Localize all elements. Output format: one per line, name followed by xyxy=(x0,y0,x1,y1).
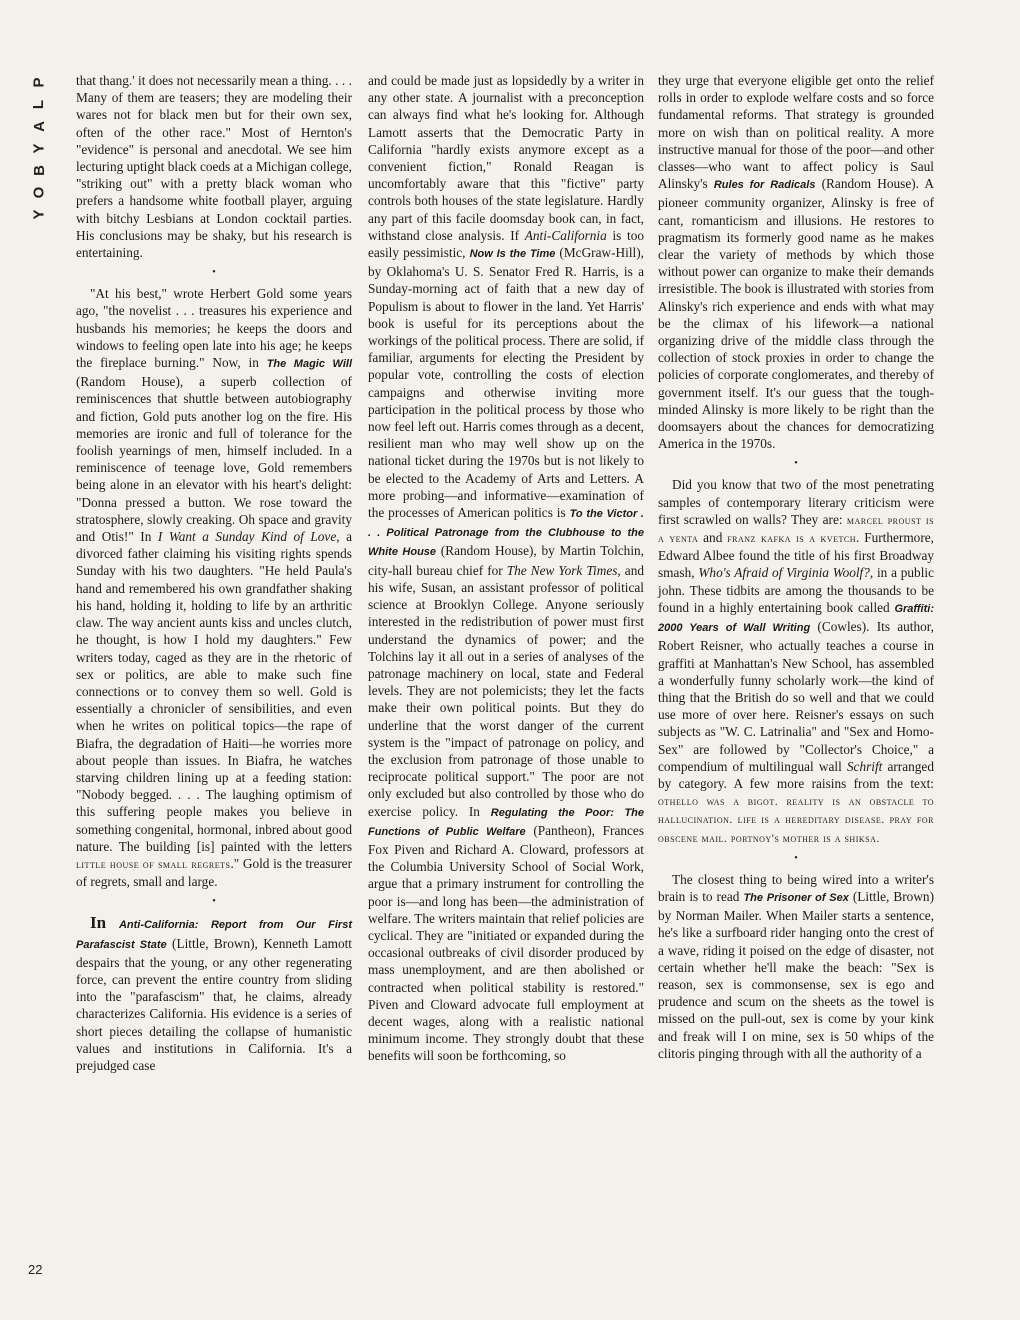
play-title: Who's Afraid of Virginia Woolf? xyxy=(698,565,870,581)
page-number: 22 xyxy=(28,1262,43,1277)
review-paragraph: they urge that everyone eligible get onto the relief rolls in order to explode welfare costs and so force fundamental reforms. That strategy is grounded more on wish than on political reality. A more instructive manual for those of the poor—and other classes—who want to affect policy is Saul Alinsky's Rules for Radicals (Random House). A pioneer community organizer, Alinsky is free of cant, romanticism and illusions. He restores to pragmatism its formerly good name as he makes clear the variety of methods by which those without power can organize to make their demands irresistible. The book is illustrated with stories from Alinsky's rich experience and ends with what may be the climax of his lifework—a national organizing drive of the middle class through the collection of stock proxies in order to change the policies of corporate conglomerates, and thereby of government itself. It's our guess that the tough-minded Alinsky is more likely to be right than the doomsayers about the chances for democratizing America in the 1970s. xyxy=(658,73,934,452)
text-column-2 xyxy=(368,72,644,1065)
section-bullet: • xyxy=(212,267,216,279)
review-paragraph: "At his best," wrote Herbert Gold some years ago, "the novelist . . . treasures his experience and husbands his memories; he keeps the doors and windows to feeling open late into his age; he keeps the fireplace burning." Now, in The Magic Will (Random House), a superb collection of reminiscences that shuttle between autobiography and fiction, Gold puts another log on the fire. His memories are ironic and full of tolerance for the foolish yearnings of men, himself included. In a reminiscence of teenage love, Gold remembers being alone in an elevator with his heart's delight: "Donna pressed a button. We rose toward the stratosphere, slowly creaking. Oh space and gravity and Otis!" In I Want a Sunday Kind of Love, a divorced father claiming his visiting rights spends Sunday with his two daughters. "He held Paula's hand and remembered his own grandfather shaking his hand, holding it, holding to life by an arthritic claw. The way ancient aunts kiss and uncles clutch, he thought, is how I hold my daughters." Few writers today, caged as they are in the rhetoric of sex or politics, are able to make such fine connections or to convey them so well. Gold is essentially a chronicler of sensibilities, and even when he writes on political topics—the rape of Biafra, the degradation of Haiti—he worries more about people than issues. In Biafra, he watches starving children lining up at a feeding station: "Nobody begged. . . . The laughing optimism of this suffering people makes you believe in something congenital, hormonal, inbred about good nature. The building [is] painted with the letters little house of small regrets." Gold is the treasurer of regrets, small and large. xyxy=(76,286,353,890)
book-title: Graffiti: 2000 Years of Wall Writing xyxy=(658,602,934,635)
masthead-letter: L xyxy=(30,99,48,110)
book-title: The Prisoner of Sex xyxy=(743,891,849,904)
text-column-1 xyxy=(76,72,352,1074)
masthead-letter: P xyxy=(30,77,48,88)
book-title: The Magic Will xyxy=(266,358,353,371)
masthead-letter: Y xyxy=(30,209,48,220)
vertical-masthead xyxy=(28,72,50,225)
masthead-letter: A xyxy=(30,121,48,132)
review-paragraph: In Anti-California: Report from Our First Parafascist State (Little, Brown), Kenneth Lamott despairs that the young, or any other regenerating force, can prevent the entire country from sliding into the "parafascism" that, he claims, already characterizes California. His evidence is a series of short pieces detailing the collapse of humanistic values and institutions in California. It's a prejudged case xyxy=(76,913,352,1073)
book-title: Now Is the Time xyxy=(469,248,556,261)
lead-word: In xyxy=(90,913,107,933)
review-paragraph: The closest thing to being wired into a writer's brain is to read The Prisoner of Sex (Little, Brown) by Norman Mailer. When Mailer starts a sentence, he's like a surfboard rider hanging onto the crest of a wave, riding it poised on the edge of disaster, not certain whether he'll make the beach: "Sex is reason, sex is commonsense, sex is ego and prudence and scum on the sheets as the towel is missed on the pull-out, sex is come by your kink and freak will I on mine, sex is 50 whips of the clitoris pinging through with all the authority of a xyxy=(658,871,935,1061)
small-caps-quote: little house of small regrets xyxy=(76,856,231,871)
masthead-letter: Y xyxy=(30,143,48,154)
small-caps-quote: marcel proust is a yenta xyxy=(658,512,935,546)
masthead-letter: B xyxy=(30,165,48,176)
foreign-word: Schrift xyxy=(846,758,883,774)
review-paragraph: and could be made just as lopsidedly by a writer in any other state. A journalist with a preconception can always find what he's looking for. Although Lamott asserts that the Democratic Party in California "hardly exists anymore except as a convenient fiction," Ronald Reagan is uncomfortably aware that this "fictive" party controls both houses of the state legislature. Hardly any part of this facile doomsday book can, in fact, withstand close analysis. If Anti-California is too easily pessimistic, Now Is the Time (McGraw-Hill), by Oklahoma's U. S. Senator Fred R. Harris, is a Sunday-morning act of faith that a new day of Populism is about to flower in the land. Yet Harris' book is useful for its perceptions about the workings of the political process. There are solid, if familiar, arguments for electing the President by popular vote, controlling the costs of election campaigns and otherwise inviting more participation in the political process by those who now feel left out. Harris comes through as a decent, resilient man who may well show up on the national ticket during the 1970s but is not likely to be elected to the Academy of Arts and Letters. A more probing—and informative—examination of the processes of American politics is To the Victor . . . Political Patronage from the Clubhouse to the White House (Random House), by Martin Tolchin, city-hall bureau chief for The New York Times, and his wife, Susan, an assistant professor of political science at Brooklyn College. Anyone seriously interested in the redistribution of power must first understand the dynamics of power; and the Tolchins lay it all out in a series of analyses of the patronage machinery on local, state and Federal levels. They are not polemicists; they let the facts make their own political points. But they do underline that the worst danger of the current system is the "impact of patronage on policy, and the exclusion from patronage of those unable to reciprocate political support." The poor are not only excluded but also controlled by those who do exercise policy. In Regulating the Poor: The Functions of Public Welfare (Pantheon), Frances Fox Piven and Richard A. Cloward, professors at the Columbia University School of Social Work, argue that a primary instrument for controlling the poor is—and long has been—the administration of welfare. The writers maintain that relief policies are cyclical. They are "initiated or expanded during the occasional outbreaks of civil disorder produced by mass unemployment, and are then abolished or contracted when political stability is restored." Piven and Cloward advocate full employment at decent wages, along with a realistic national minimum income. They strongly doubt that these benefits will soon be forthcoming, so xyxy=(368,73,644,1064)
text-column-3 xyxy=(658,72,934,1062)
story-title: I Want a Sunday Kind of Love xyxy=(157,529,337,545)
book-title: Anti-California: Report from Our First Parafascist State xyxy=(76,919,352,951)
book-title: Rules for Radicals xyxy=(713,179,816,192)
section-bullet: • xyxy=(794,852,798,864)
small-caps-quote: othello was a bigot. reality is an obstacle to hallucination. life is a hereditary disease. pray for obscene mail. portnoy's mother is a shiksa. xyxy=(658,794,934,845)
section-bullet: • xyxy=(212,896,216,908)
book-title: Regulating the Poor: The Functions of Public Welfare xyxy=(368,806,644,838)
review-paragraph: Did you know that two of the most penetrating samples of contemporary literary criticism were first scrawled on walls? They are: marcel proust is a yenta and franz kafka is a kvetch. Furthermore, Edward Albee found the title of his first Broadway smash, Who's Afraid of Virginia Woolf?, in a public john. These tidbits are among the thousands to be found in a highly entertaining book called Graffiti: 2000 Years of Wall Writing (Cowles). Its author, Robert Reisner, who actually teaches a course in graffiti at Manhattan's New School, has assembled a wonderfully funny scholarly work—the kind of thing that the British do so well and that we could use more of over here. Reisner's essays on such subjects as "W. C. Latrinalia" and "Sex and Homo-Sex" are followed by "Collector's Choice," a compendium of multilingual wall Schrift arranged by category. A few more raisins from the text: othello was a bigot. reality is an obstacle to hallucination. life is a hereditary disease. pray for obscene mail. portnoy's mother is a shiksa. xyxy=(658,477,935,845)
book-title: Anti-California xyxy=(524,227,607,243)
masthead-letter: O xyxy=(30,186,48,199)
small-caps-quote: franz kafka is a kvetch xyxy=(727,531,856,546)
newspaper-title: The New York Times xyxy=(506,562,618,578)
review-paragraph: that thang.' it does not necessarily mean a thing. . . . Many of them are teasers; they are modeling their wares not for black men but for their own sex, often of the other race." Most of Hernton's "evidence" is personal and anecdotal. We see him lecturing uptight black coeds at a Michigan college, "striking out" with a pretty black woman who prefers a handsome white football player, arguing with bitchy Lesbians at London cocktail parties. His conclusions may be shaky, but his research is entertaining. xyxy=(76,73,352,261)
book-title: To the Victor . . . Political Patronage from the Clubhouse to the White House xyxy=(368,508,644,559)
section-bullet: • xyxy=(794,458,798,470)
